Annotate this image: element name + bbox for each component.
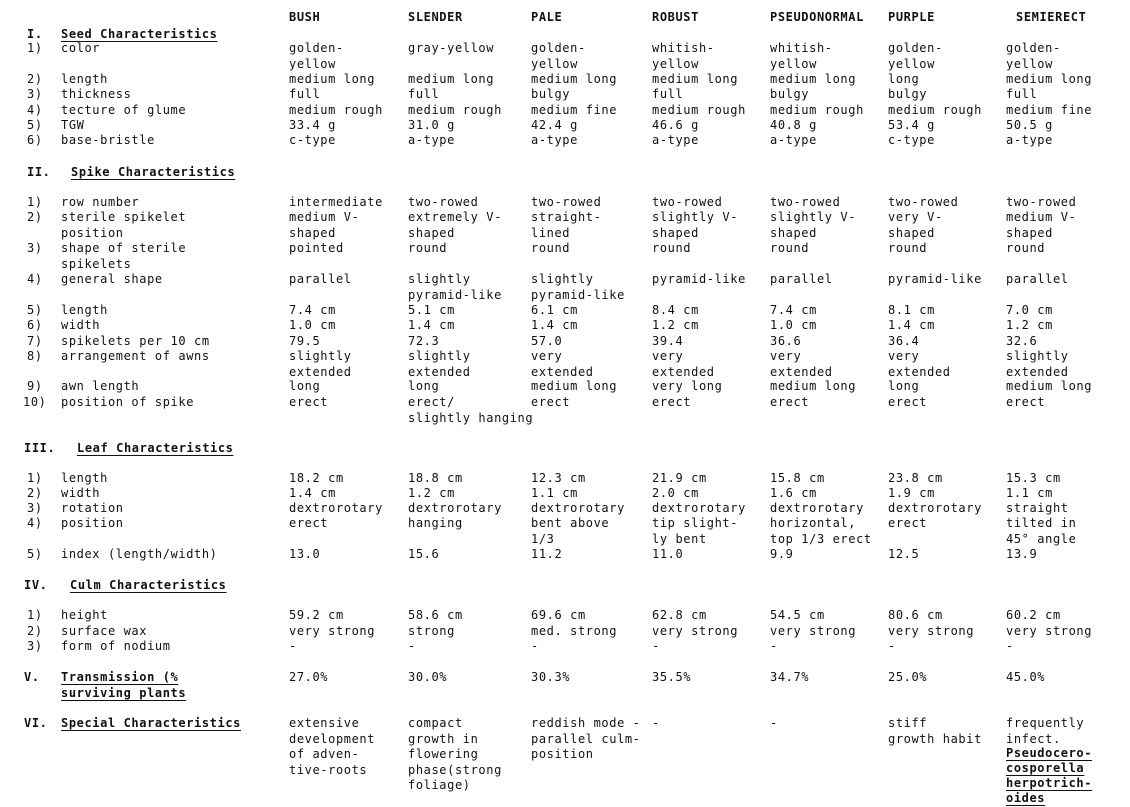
row-number: 4): [27, 103, 43, 117]
cell: 1.4 cm: [888, 318, 935, 332]
cell: whitish- yellow: [652, 41, 715, 71]
cell: slightly pyramid-like: [531, 272, 625, 302]
row-label: length: [61, 471, 108, 485]
cell: 7.4 cm: [289, 303, 336, 317]
row-number: 3): [27, 241, 43, 255]
cell: tip slight- ly bent: [652, 516, 739, 546]
cell: very extended: [531, 349, 594, 379]
row-number: 2): [27, 72, 43, 86]
cell: two-rowed: [1006, 195, 1077, 209]
cell: 1.4 cm: [531, 318, 578, 332]
cell: medium long: [531, 72, 618, 86]
cell: erect/ slightly hanging: [408, 395, 534, 425]
cell: dextrorotary: [888, 501, 982, 515]
cell: a-type: [652, 133, 699, 147]
cell: long: [888, 72, 920, 86]
cell: two-rowed: [531, 195, 602, 209]
cell: medium rough: [408, 103, 502, 117]
cell: 42.4 g: [531, 118, 578, 132]
section-title-seed: Seed Characteristics: [61, 27, 218, 41]
row-number: 9): [27, 379, 43, 393]
section-number: II.: [27, 165, 51, 179]
section-title-transmission: Transmission (% surviving plants: [61, 670, 187, 700]
cell: 53.4 g: [888, 118, 935, 132]
cell: golden- yellow: [888, 41, 943, 71]
cell: slightly V- shaped: [652, 210, 739, 240]
cell: full: [289, 87, 321, 101]
row-label: sterile spikelet position: [61, 210, 187, 240]
row-number: 4): [27, 516, 43, 530]
cell: pyramid-like: [652, 272, 746, 286]
cell: 9.9: [770, 547, 794, 561]
section-title-culm: Culm Characteristics: [70, 578, 227, 592]
row-label: awn length: [61, 379, 140, 393]
cell: medium long: [652, 72, 739, 86]
cell: erect: [531, 395, 571, 409]
section-number: I.: [27, 27, 43, 41]
cell: dextrorotary: [289, 501, 383, 515]
cell: 12.5: [888, 547, 920, 561]
cell: erect: [888, 516, 928, 530]
cell: slightly pyramid-like: [408, 272, 502, 302]
cell: 50.5 g: [1006, 118, 1053, 132]
row-number: 4): [27, 272, 43, 286]
cell: very strong: [888, 624, 975, 638]
cell: extremely V- shaped: [408, 210, 502, 240]
cell: slightly V- shaped: [770, 210, 857, 240]
row-label: thickness: [61, 87, 132, 101]
cell: 58.6 cm: [408, 608, 463, 622]
cell: 36.6: [770, 334, 802, 348]
cell: very strong: [652, 624, 739, 638]
cell: a-type: [408, 133, 455, 147]
cell: 8.1 cm: [888, 303, 935, 317]
cell: bent above 1/3: [531, 516, 610, 546]
cell: round: [770, 241, 810, 255]
cell: stiff growth habit: [888, 716, 982, 746]
section-title-leaf: Leaf Characteristics: [77, 441, 234, 455]
cell: a-type: [531, 133, 578, 147]
cell: 60.2 cm: [1006, 608, 1061, 622]
cell: 69.6 cm: [531, 608, 586, 622]
cell: 40.8 g: [770, 118, 817, 132]
cell: 25.0%: [888, 670, 928, 684]
cell: medium long: [770, 379, 857, 393]
cell: 18.2 cm: [289, 471, 344, 485]
cell: 1.4 cm: [408, 318, 455, 332]
cell: long: [408, 379, 440, 393]
cell: 79.5: [289, 334, 321, 348]
column-header-pseudonormal: PSEUDONORMAL: [770, 10, 864, 24]
row-label: general shape: [61, 272, 163, 286]
cell: a-type: [770, 133, 817, 147]
cell: 1.0 cm: [770, 318, 817, 332]
cell: golden- yellow: [1006, 41, 1061, 71]
cell: pointed: [289, 241, 344, 255]
row-label: length: [61, 72, 108, 86]
section-title-spike: Spike Characteristics: [71, 165, 236, 179]
cell: 39.4: [652, 334, 684, 348]
cell: c-type: [888, 133, 935, 147]
row-number: 6): [27, 318, 43, 332]
cell: 1.1 cm: [531, 486, 578, 500]
cell: 1.1 cm: [1006, 486, 1053, 500]
cell: 36.4: [888, 334, 920, 348]
cell: -: [770, 639, 778, 653]
cell: slightly extended: [289, 349, 352, 379]
row-label: color: [61, 41, 101, 55]
row-number: 3): [27, 639, 43, 653]
cell: 21.9 cm: [652, 471, 707, 485]
row-label: spikelets per 10 cm: [61, 334, 210, 348]
cell: medium long: [770, 72, 857, 86]
cell: 11.2: [531, 547, 563, 561]
cell: very extended: [888, 349, 951, 379]
cell: 11.0: [652, 547, 684, 561]
cell: hanging: [408, 516, 463, 530]
cell: 27.0%: [289, 670, 329, 684]
cell: very extended: [770, 349, 833, 379]
cell: 13.9: [1006, 547, 1038, 561]
cell: dextrorotary: [408, 501, 502, 515]
cell: -: [652, 716, 660, 730]
cell: slightly extended: [1006, 349, 1069, 379]
cell: very strong: [770, 624, 857, 638]
row-number: 2): [27, 210, 43, 224]
cell: medium long: [408, 72, 495, 86]
cell: erect: [1006, 395, 1046, 409]
cell: a-type: [1006, 133, 1053, 147]
cell: 30.3%: [531, 670, 571, 684]
cell: very strong: [289, 624, 376, 638]
cell: bulgy: [531, 87, 571, 101]
row-label: row number: [61, 195, 140, 209]
cell: 12.3 cm: [531, 471, 586, 485]
row-number: 2): [27, 486, 43, 500]
cell: medium V- shaped: [289, 210, 360, 240]
row-label: length: [61, 303, 108, 317]
cell: erect: [770, 395, 810, 409]
cell: long: [289, 379, 321, 393]
cell: very strong: [1006, 624, 1093, 638]
row-label: shape of sterile spikelets: [61, 241, 187, 271]
cell: 35.5%: [652, 670, 692, 684]
row-number: 1): [27, 41, 43, 55]
column-header-pale: PALE: [531, 10, 563, 24]
cell: 72.3: [408, 334, 440, 348]
cell: full: [408, 87, 440, 101]
cell: dextrorotary: [652, 501, 746, 515]
cell: 15.6: [408, 547, 440, 561]
cell: straight- lined: [531, 210, 602, 240]
cell: -: [289, 639, 297, 653]
cell: 54.5 cm: [770, 608, 825, 622]
cell: erect: [289, 395, 329, 409]
cell: erect: [289, 516, 329, 530]
cell: tilted in 45° angle: [1006, 516, 1077, 546]
row-number: 1): [27, 608, 43, 622]
cell: medium long: [289, 72, 376, 86]
cell: 8.4 cm: [652, 303, 699, 317]
row-label: position: [61, 516, 124, 530]
cell: medium long: [531, 379, 618, 393]
cell: golden- yellow: [531, 41, 586, 71]
cell: two-rowed: [770, 195, 841, 209]
cell: 45.0%: [1006, 670, 1046, 684]
cell: 32.6: [1006, 334, 1038, 348]
cell: parallel: [1006, 272, 1069, 286]
cell: round: [408, 241, 448, 255]
cell: reddish mode - parallel culm- position: [531, 716, 641, 761]
cell: 31.0 g: [408, 118, 455, 132]
row-label: index (length/width): [61, 547, 218, 561]
cell: 18.8 cm: [408, 471, 463, 485]
row-number: 5): [27, 303, 43, 317]
cell: 62.8 cm: [652, 608, 707, 622]
species-name: Pseudocero- cosporella herpotrich- oides: [1006, 746, 1093, 805]
row-label: TGW: [61, 118, 85, 132]
cell: two-rowed: [408, 195, 479, 209]
section-number: VI.: [24, 716, 48, 730]
cell: bulgy: [888, 87, 928, 101]
cell: 23.8 cm: [888, 471, 943, 485]
cell: 15.3 cm: [1006, 471, 1061, 485]
cell: 6.1 cm: [531, 303, 578, 317]
cell: parallel: [289, 272, 352, 286]
cell: two-rowed: [888, 195, 959, 209]
cell: round: [1006, 241, 1046, 255]
section-number: V.: [24, 670, 40, 684]
cell: whitish- yellow: [770, 41, 833, 71]
cell: 1.6 cm: [770, 486, 817, 500]
column-header-robust: ROBUST: [652, 10, 699, 24]
cell: -: [1006, 639, 1014, 653]
cell: round: [652, 241, 692, 255]
cell: 59.2 cm: [289, 608, 344, 622]
cell: 33.4 g: [289, 118, 336, 132]
cell: pyramid-like: [888, 272, 982, 286]
cell: 80.6 cm: [888, 608, 943, 622]
row-number: 1): [27, 195, 43, 209]
column-header-purple: PURPLE: [888, 10, 935, 24]
cell: medium long: [1006, 379, 1093, 393]
row-number: 1): [27, 471, 43, 485]
cell: 15.8 cm: [770, 471, 825, 485]
cell: -: [531, 639, 539, 653]
cell: full: [1006, 87, 1038, 101]
cell: 1.0 cm: [289, 318, 336, 332]
cell: bulgy: [770, 87, 810, 101]
cell: 13.0: [289, 547, 321, 561]
cell: -: [408, 639, 416, 653]
column-header-semierect: SEMIERECT: [1016, 10, 1087, 24]
cell: two-rowed: [652, 195, 723, 209]
cell: straight: [1006, 501, 1069, 515]
row-number: 2): [27, 624, 43, 638]
cell: round: [888, 241, 928, 255]
cell: parallel: [770, 272, 833, 286]
cell: dextrorotary: [531, 501, 625, 515]
column-header-bush: BUSH: [289, 10, 321, 24]
cell: dextrorotary: [770, 501, 864, 515]
cell: -: [652, 639, 660, 653]
cell: medium rough: [652, 103, 746, 117]
cell: long: [888, 379, 920, 393]
section-title-special: Special Characteristics: [61, 716, 241, 730]
cell: very V- shaped: [888, 210, 943, 240]
cell: 2.0 cm: [652, 486, 699, 500]
cell: 1.2 cm: [652, 318, 699, 332]
cell: 1.2 cm: [408, 486, 455, 500]
cell: golden- yellow: [289, 41, 344, 71]
cell: erect: [652, 395, 692, 409]
cell: extensive development of adven- tive-roots: [289, 716, 376, 777]
column-header-slender: SLENDER: [408, 10, 463, 24]
cell: med. strong: [531, 624, 618, 638]
row-label: width: [61, 486, 101, 500]
row-number: 10): [23, 395, 47, 409]
cell: horizontal, top 1/3 erect: [770, 516, 872, 546]
cell: medium fine: [531, 103, 618, 117]
cell: medium rough: [770, 103, 864, 117]
row-number: 5): [27, 118, 43, 132]
row-number: 7): [27, 334, 43, 348]
cell: c-type: [289, 133, 336, 147]
cell: intermediate: [289, 195, 383, 209]
cell: erect: [888, 395, 928, 409]
cell: 1.4 cm: [289, 486, 336, 500]
cell: 46.6 g: [652, 118, 699, 132]
section-number: IV.: [24, 578, 48, 592]
row-label: width: [61, 318, 101, 332]
row-label: rotation: [61, 501, 124, 515]
cell: 30.0%: [408, 670, 448, 684]
row-label: base-bristle: [61, 133, 155, 147]
row-number: 6): [27, 133, 43, 147]
cell: 1.9 cm: [888, 486, 935, 500]
row-label: form of nodium: [61, 639, 171, 653]
row-label: position of spike: [61, 395, 195, 409]
cell: medium long: [1006, 72, 1093, 86]
row-number: 5): [27, 547, 43, 561]
cell: medium rough: [289, 103, 383, 117]
cell: very long: [652, 379, 723, 393]
cell: compact growth in flowering phase(strong foliage): [408, 716, 502, 792]
cell: 1.2 cm: [1006, 318, 1053, 332]
row-number: 3): [27, 501, 43, 515]
cell: 7.0 cm: [1006, 303, 1053, 317]
section-number: III.: [24, 441, 56, 455]
cell: -: [770, 716, 778, 730]
cell: slightly extended: [408, 349, 471, 379]
cell: 34.7%: [770, 670, 810, 684]
cell: -: [888, 639, 896, 653]
cell: medium rough: [888, 103, 982, 117]
cell: very extended: [652, 349, 715, 379]
cell: round: [531, 241, 571, 255]
row-label: tecture of glume: [61, 103, 187, 117]
row-label: height: [61, 608, 108, 622]
cell: frequently infect.: [1006, 716, 1085, 746]
cell: full: [652, 87, 684, 101]
cell: medium V- shaped: [1006, 210, 1077, 240]
cell: 5.1 cm: [408, 303, 455, 317]
cell: medium fine: [1006, 103, 1093, 117]
row-label: arrangement of awns: [61, 349, 210, 363]
cell: 7.4 cm: [770, 303, 817, 317]
cell: 57.0: [531, 334, 563, 348]
row-number: 3): [27, 87, 43, 101]
cell: gray-yellow: [408, 41, 495, 55]
cell: strong: [408, 624, 455, 638]
row-number: 8): [27, 349, 43, 363]
row-label: surface wax: [61, 624, 148, 638]
